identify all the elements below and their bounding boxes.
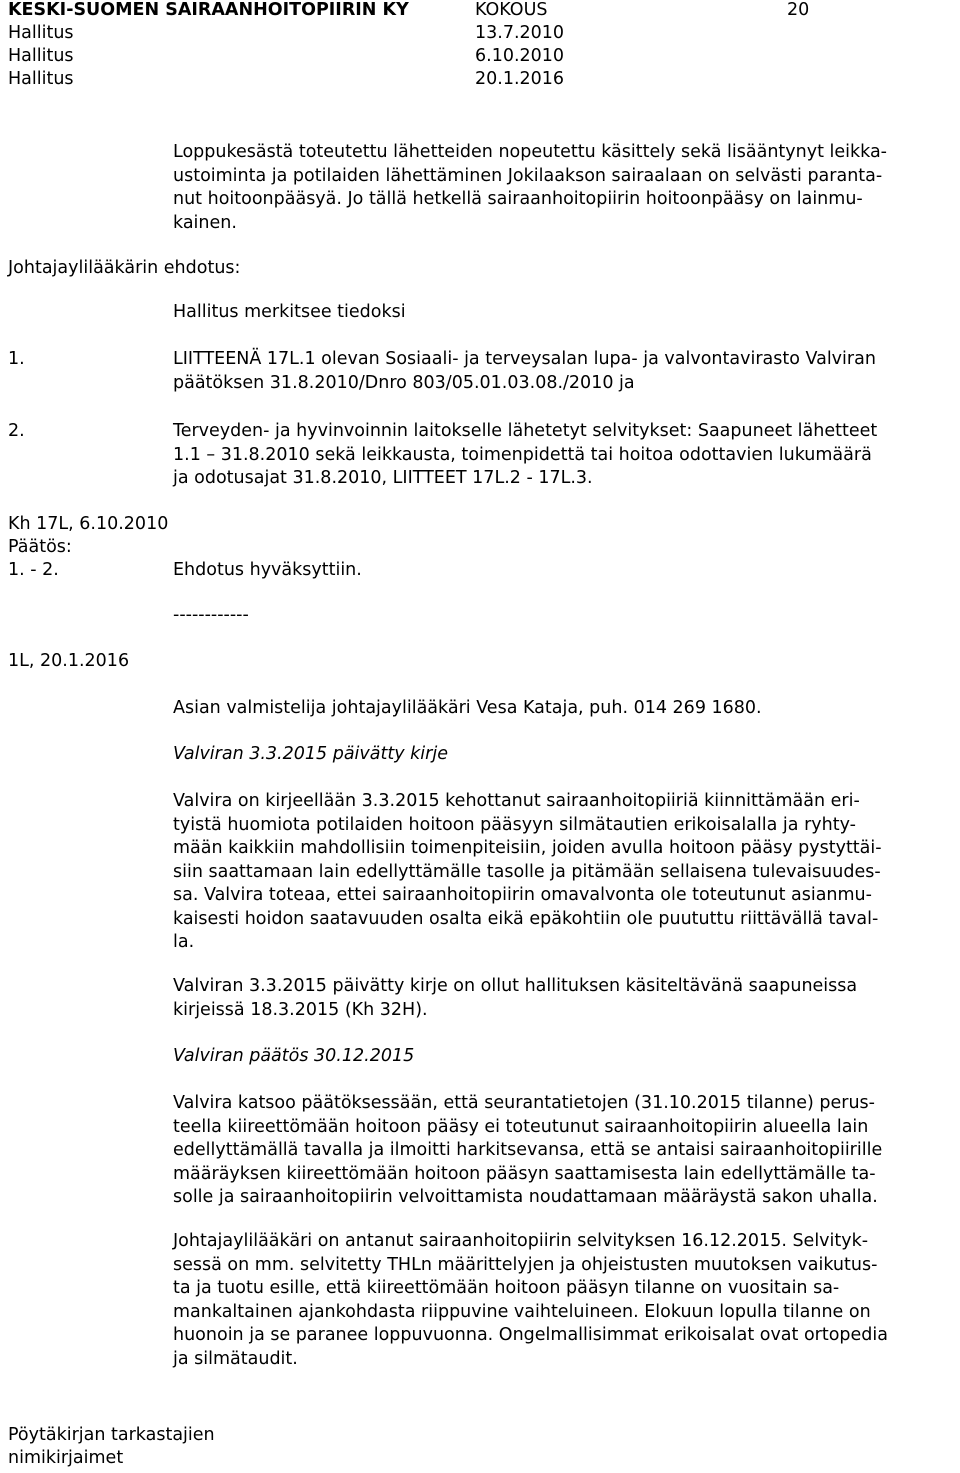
paragraph-line: la. [173,932,195,952]
organization-name: KESKI-SUOMEN SAIRAANHOITOPIIRIN KY [8,0,409,20]
header-date-2: 6.10.2010 [475,46,565,66]
item-2-line: 1.1 – 31.8.2010 sekä leikkausta, toimenpidettä tai hoitoa odottavien lukumäärä [173,444,872,465]
header-date-3: 20.1.2016 [475,69,565,89]
header-body-2: Hallitus [8,46,74,66]
separator: ------------ [173,605,249,625]
decision-range: 1. - 2. [8,560,59,580]
preparer-line: Asian valmistelija johtajaylilääkäri Vesa Kataja, puh. 014 269 1680. [173,698,762,718]
paragraph-line: mään kaikkiin mahdollisiin toimenpiteisiin, joiden avulla hoitoon pääsy pystyttäi- [173,838,882,858]
paragraph-line: solle ja sairaanhoitopiirin velvoittamista noudattamaan määräystä sakon uhalla. [173,1187,878,1207]
decision-text: Ehdotus hyväksyttiin. [173,560,362,580]
paragraph-line: tyistä huomiota potilaiden hoitoon pääsyyn silmätautien erikoisalalla ja ryhty- [173,814,856,835]
paragraph-line: Johtajaylilääkäri on antanut sairaanhoitopiirin selvityksen 16.12.2015. Selvityk- [173,1231,869,1251]
paragraph-line: Valvira katsoo päätöksessään, että seurantatietojen (31.10.2015 tilanne) perus- [173,1093,875,1113]
subheading-decision: Valviran päätös 30.12.2015 [173,1046,415,1066]
paragraph-line: määräyksen kiireettömään hoitoon pääsyn saattamisesta lain edellyttämälle ta- [173,1163,876,1184]
item-1-line: LIITTEENÄ 17L.1 olevan Sosiaali- ja terveysalan lupa- ja valvontavirasto Valviran [173,349,876,369]
paragraph-line: Valviran 3.3.2015 päivätty kirje on ollut hallituksen käsiteltävänä saapuneissa [173,976,858,996]
item-1-text [173,348,876,395]
intro-paragraph [173,141,948,235]
proposal-heading: Johtajaylilääkärin ehdotus: [8,258,241,278]
paragraph-handling [173,975,948,1022]
subheading-letter: Valviran 3.3.2015 päivätty kirje [173,744,448,764]
intro-line: kainen. [173,212,237,233]
header-body-3: Hallitus [8,69,74,89]
paragraph-line: mankaltainen ajankohdasta riippuvine vaihteluineen. Elokuun lopulla tilanne on [173,1301,871,1322]
paragraph-letter [173,790,948,955]
section-reference: 1L, 20.1.2016 [8,651,130,671]
intro-line: Loppukesästä toteutettu lähetteiden nopeutettu käsittely sekä lisääntynyt leikka- [173,142,887,162]
paragraph-line: Valvira on kirjeellään 3.3.2015 kehottanut sairaanhoitopiiriä kiinnittämään eri- [173,791,860,811]
paragraph-line: siin saattamaan lain edellyttämälle tasolle ja pitämään sellaisena tulevaisuudes- [173,861,881,882]
paragraph-line: kirjeissä 18.3.2015 (Kh 32H). [173,999,428,1020]
item-2-line: ja odotusajat 31.8.2010, LIITTEET 17L.2 - 17L.3. [173,468,593,488]
footer-line-2: nimikirjaimet [8,1448,124,1468]
header-date-1: 13.7.2010 [475,23,565,43]
item-1-number: 1. [8,349,25,369]
paragraph-line: kaisesti hoidon saatavuuden osalta eikä epäkohtiin ole puututtu riittävällä taval- [173,908,879,929]
footer-line-1: Pöytäkirjan tarkastajien [8,1425,215,1445]
intro-line: nut hoitoonpääsyä. Jo tällä hetkellä sairaanhoitopiirin hoitoonpääsy on lainmu- [173,189,863,209]
meeting-label: KOKOUS [475,0,548,20]
page-number: 20 [787,0,810,20]
intro-line: ustoiminta ja potilaiden lähettäminen Jokilaakson sairaalaan on selvästi paranta- [173,165,883,186]
decision-reference: Kh 17L, 6.10.2010 [8,514,169,534]
header-body-1: Hallitus [8,23,74,43]
paragraph-line: sa. Valvira toteaa, ettei sairaanhoitopiirin omavalvonta ole toteutunut asianmu- [173,885,872,905]
paragraph-line: sessä on mm. selvitetty THLn määrittelyjen ja ohjeistusten muutoksen vaikutus- [173,1254,878,1275]
paragraph-line: teella kiireettömään hoitoon pääsy ei toteutunut sairaanhoitopiirin alueella lain [173,1116,869,1137]
item-2-number: 2. [8,421,25,441]
paragraph-line: ja silmätaudit. [173,1348,298,1369]
paragraph-line: edellyttämällä tavalla ja ilmoitti harkitsevansa, että se antaisi sairaanhoitopiirille [173,1140,883,1160]
paragraph-report [173,1230,948,1371]
paragraph-valvira-decision [173,1092,948,1210]
paragraph-line: ta ja tuotu esille, että kiireettömään hoitoon pääsyn tilanne on vuositain sa- [173,1278,840,1298]
item-2-text [173,420,877,491]
decision-label: Päätös: [8,537,72,557]
item-2-line: Terveyden- ja hyvinvoinnin laitokselle lähetetyt selvitykset: Saapuneet lähetteet [173,421,878,441]
proposal-text: Hallitus merkitsee tiedoksi [173,302,406,322]
paragraph-line: huonoin ja se paranee loppuvuonna. Ongelmallisimmat erikoisalat ovat ortopedia [173,1325,888,1345]
item-1-line: päätöksen 31.8.2010/Dnro 803/05.01.03.08./2010 ja [173,372,635,393]
